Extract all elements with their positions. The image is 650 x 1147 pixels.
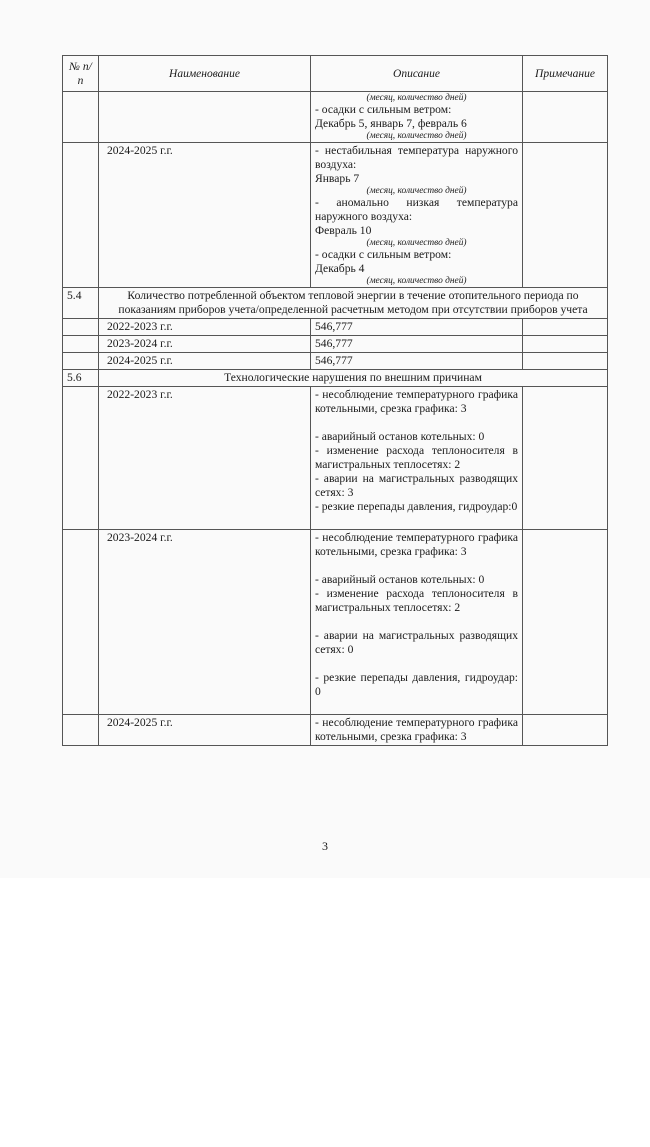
table-row (63, 92, 608, 143)
section-row (63, 288, 608, 319)
row-value: 546,777 (311, 353, 523, 370)
row-note (523, 353, 608, 370)
description-line: - несоблюдение температурного графика котельными, срезка графика: 3 (315, 531, 518, 558)
row-num (63, 530, 99, 715)
description-line: - изменение расхода теплоносителя в магистральных теплосетях: 2 (315, 587, 518, 614)
row-note (523, 336, 608, 353)
description-line: - осадки с сильным ветром: (315, 248, 452, 261)
row-name: 2023-2024 г.г. (99, 336, 311, 353)
header-num: № п/п (63, 56, 99, 92)
description-line: - аварии на магистральных разводящих сетях: 0 (315, 629, 518, 656)
description-gap (315, 416, 518, 430)
section-title: Количество потребленной объектом тепловой энергии в течение отопительного периода по показаниям приборов учета/определенной расчетным методом при отсутствии приборов учета (99, 288, 608, 319)
description-gap (315, 559, 518, 573)
description-caption: (месяц, количество дней) (366, 276, 467, 286)
row-note (523, 715, 608, 746)
description-caption: (месяц, количество дней) (366, 93, 467, 103)
section-num: 5.6 (63, 370, 99, 387)
description-gap (315, 514, 518, 528)
header-note: Примечание (523, 56, 608, 92)
section-title: Технологические нарушения по внешним причинам (99, 370, 608, 387)
row-note (523, 387, 608, 530)
table-row (63, 530, 608, 715)
table-row (63, 143, 608, 288)
description-gap (315, 657, 518, 671)
header-description: Описание (311, 56, 523, 92)
description-cell (311, 530, 523, 715)
row-note (523, 143, 608, 288)
table-row (63, 336, 608, 353)
section-row (63, 370, 608, 387)
row-num (63, 92, 99, 143)
table-row (63, 715, 608, 746)
description-line: - осадки с сильным ветром: (315, 103, 452, 116)
description-caption: (месяц, количество дней) (366, 131, 467, 141)
description-cell (311, 92, 523, 143)
table-header-row (63, 56, 608, 92)
row-value: 546,777 (311, 336, 523, 353)
section-num: 5.4 (63, 288, 99, 319)
row-name: 2022-2023 г.г. (99, 387, 311, 530)
header-name: Наименование (99, 56, 311, 92)
description-line: - несоблюдение температурного графика котельными, срезка графика: 3 (315, 716, 518, 743)
table-row (63, 319, 608, 336)
row-name: 2023-2024 г.г. (99, 530, 311, 715)
description-caption: (месяц, количество дней) (366, 238, 467, 248)
description-line: Январь 7 (315, 172, 360, 185)
description-line: - аномально низкая температура наружного воздуха: (315, 196, 518, 223)
description-line: - аварии на магистральных разводящих сетях: 3 (315, 472, 518, 499)
description-line: - аварийный останов котельных: 0 (315, 430, 485, 443)
description-line: Декабрь 5, январь 7, февраль 6 (315, 117, 467, 130)
row-num (63, 319, 99, 336)
row-note (523, 92, 608, 143)
description-line: - резкие перепады давления, гидроудар:0 (315, 500, 518, 513)
row-num (63, 387, 99, 530)
description-line: Декабрь 4 (315, 262, 365, 275)
page-number: 3 (322, 839, 328, 853)
row-note (523, 530, 608, 715)
row-name: 2024-2025 г.г. (99, 353, 311, 370)
row-num (63, 143, 99, 288)
description-cell (311, 143, 523, 288)
description-line: - изменение расхода теплоносителя в магистральных теплосетях: 2 (315, 444, 518, 471)
row-num (63, 353, 99, 370)
row-note (523, 319, 608, 336)
description-gap (315, 699, 518, 713)
description-gap (315, 615, 518, 629)
row-name: 2022-2023 г.г. (99, 319, 311, 336)
description-caption: (месяц, количество дней) (366, 186, 467, 196)
row-name (99, 92, 311, 143)
description-line: - несоблюдение температурного графика котельными, срезка графика: 3 (315, 388, 518, 415)
table-row (63, 387, 608, 530)
row-num (63, 336, 99, 353)
row-name: 2024-2025 г.г. (99, 143, 311, 288)
description-line: Февраль 10 (315, 224, 372, 237)
table-row (63, 353, 608, 370)
description-line: - аварийный останов котельных: 0 (315, 573, 485, 586)
description-line: - нестабильная температура наружного воздуха: (315, 144, 518, 171)
data-table (62, 55, 608, 746)
row-num (63, 715, 99, 746)
row-value: 546,777 (311, 319, 523, 336)
description-cell (311, 387, 523, 530)
description-cell (311, 715, 523, 746)
row-name: 2024-2025 г.г. (99, 715, 311, 746)
description-line: - резкие перепады давления, гидроудар: 0 (315, 671, 518, 698)
